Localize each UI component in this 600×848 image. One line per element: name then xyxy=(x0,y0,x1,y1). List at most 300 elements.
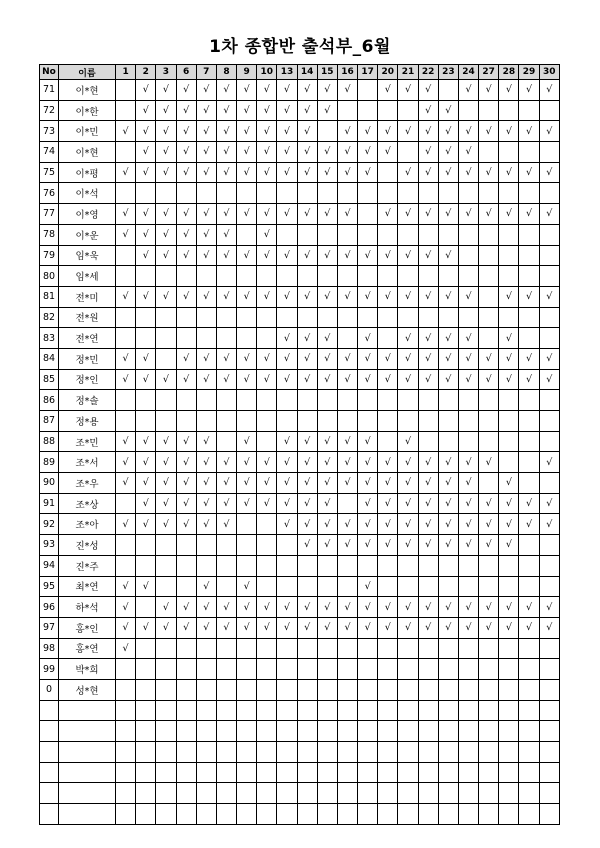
attendance-cell xyxy=(257,555,277,576)
attendance-cell xyxy=(317,224,337,245)
student-no: 73 xyxy=(40,121,59,142)
attendance-cell: √ xyxy=(358,597,378,618)
empty-cell xyxy=(196,804,216,825)
attendance-cell: √ xyxy=(479,369,499,390)
attendance-cell: √ xyxy=(176,80,196,101)
attendance-cell xyxy=(136,659,156,680)
attendance-cell xyxy=(116,142,136,163)
attendance-cell xyxy=(479,638,499,659)
header-day: 20 xyxy=(378,65,398,80)
header-day: 10 xyxy=(257,65,277,80)
attendance-cell xyxy=(216,266,236,287)
attendance-cell xyxy=(136,555,156,576)
attendance-cell: √ xyxy=(237,80,257,101)
attendance-cell: √ xyxy=(458,328,478,349)
student-no: 98 xyxy=(40,638,59,659)
attendance-cell xyxy=(519,679,539,700)
empty-cell xyxy=(116,700,136,721)
attendance-cell xyxy=(499,307,519,328)
attendance-cell xyxy=(337,224,357,245)
attendance-cell xyxy=(479,576,499,597)
attendance-cell: √ xyxy=(378,535,398,556)
attendance-cell: √ xyxy=(519,514,539,535)
attendance-cell: √ xyxy=(116,452,136,473)
attendance-cell xyxy=(398,307,418,328)
empty-cell xyxy=(458,762,478,783)
attendance-cell: √ xyxy=(297,245,317,266)
attendance-cell xyxy=(438,659,458,680)
attendance-cell: √ xyxy=(418,245,438,266)
attendance-cell: √ xyxy=(216,162,236,183)
attendance-cell: √ xyxy=(418,514,438,535)
student-no: 93 xyxy=(40,535,59,556)
table-row xyxy=(40,121,560,142)
student-name: 진*주 xyxy=(59,555,116,576)
table-row xyxy=(40,348,560,369)
attendance-cell: √ xyxy=(176,452,196,473)
student-name: 박*희 xyxy=(59,659,116,680)
attendance-cell: √ xyxy=(499,286,519,307)
attendance-cell: √ xyxy=(418,493,438,514)
attendance-cell xyxy=(237,183,257,204)
student-no: 76 xyxy=(40,183,59,204)
attendance-cell xyxy=(458,390,478,411)
attendance-cell xyxy=(358,266,378,287)
attendance-cell: √ xyxy=(418,142,438,163)
attendance-cell xyxy=(297,307,317,328)
empty-cell xyxy=(398,742,418,763)
empty-cell xyxy=(539,783,559,804)
empty-cell xyxy=(176,700,196,721)
attendance-cell: √ xyxy=(418,535,438,556)
attendance-cell xyxy=(499,555,519,576)
attendance-cell xyxy=(116,307,136,328)
attendance-cell: √ xyxy=(196,576,216,597)
empty-cell xyxy=(116,721,136,742)
table-row xyxy=(40,224,560,245)
student-no: 74 xyxy=(40,142,59,163)
attendance-cell: √ xyxy=(196,286,216,307)
attendance-cell: √ xyxy=(358,245,378,266)
attendance-cell: √ xyxy=(317,597,337,618)
empty-cell xyxy=(237,742,257,763)
empty-cell xyxy=(156,742,176,763)
attendance-cell xyxy=(317,638,337,659)
attendance-cell xyxy=(418,431,438,452)
attendance-cell xyxy=(317,183,337,204)
empty-cell xyxy=(499,742,519,763)
attendance-cell: √ xyxy=(418,121,438,142)
attendance-cell: √ xyxy=(378,121,398,142)
attendance-cell: √ xyxy=(358,162,378,183)
empty-cell xyxy=(337,721,357,742)
blank-row xyxy=(40,721,560,742)
header-day: 15 xyxy=(317,65,337,80)
attendance-cell xyxy=(156,679,176,700)
attendance-cell xyxy=(418,679,438,700)
attendance-cell: √ xyxy=(196,245,216,266)
attendance-cell: √ xyxy=(257,617,277,638)
attendance-cell: √ xyxy=(136,224,156,245)
empty-cell xyxy=(277,700,297,721)
student-name: 이*민 xyxy=(59,121,116,142)
attendance-cell: √ xyxy=(398,80,418,101)
empty-cell xyxy=(176,804,196,825)
attendance-cell: √ xyxy=(297,100,317,121)
attendance-cell: √ xyxy=(257,80,277,101)
attendance-cell: √ xyxy=(257,493,277,514)
empty-cell xyxy=(136,721,156,742)
attendance-cell: √ xyxy=(479,121,499,142)
empty-cell xyxy=(438,742,458,763)
attendance-cell xyxy=(317,659,337,680)
attendance-cell: √ xyxy=(499,597,519,618)
attendance-cell: √ xyxy=(116,617,136,638)
empty-cell xyxy=(277,762,297,783)
empty-cell xyxy=(479,804,499,825)
empty-cell xyxy=(519,721,539,742)
attendance-cell: √ xyxy=(499,369,519,390)
empty-cell xyxy=(418,783,438,804)
attendance-cell: √ xyxy=(317,80,337,101)
attendance-cell xyxy=(317,411,337,432)
attendance-cell: √ xyxy=(237,121,257,142)
attendance-cell: √ xyxy=(378,493,398,514)
attendance-cell: √ xyxy=(337,431,357,452)
attendance-cell xyxy=(458,266,478,287)
attendance-cell xyxy=(499,100,519,121)
student-name: 전*원 xyxy=(59,307,116,328)
attendance-cell xyxy=(216,431,236,452)
attendance-cell xyxy=(378,390,398,411)
attendance-cell xyxy=(438,266,458,287)
student-no: 87 xyxy=(40,411,59,432)
attendance-cell: √ xyxy=(176,224,196,245)
attendance-cell xyxy=(458,679,478,700)
attendance-cell xyxy=(297,224,317,245)
attendance-cell xyxy=(519,328,539,349)
attendance-cell: √ xyxy=(317,535,337,556)
student-name: 홍*연 xyxy=(59,638,116,659)
header-name: 이름 xyxy=(59,65,116,80)
attendance-cell xyxy=(438,390,458,411)
table-row xyxy=(40,390,560,411)
attendance-cell xyxy=(337,328,357,349)
empty-cell xyxy=(237,804,257,825)
empty-cell xyxy=(297,783,317,804)
attendance-cell: √ xyxy=(438,473,458,494)
attendance-cell xyxy=(116,555,136,576)
attendance-cell: √ xyxy=(358,328,378,349)
attendance-cell: √ xyxy=(237,597,257,618)
empty-cell xyxy=(519,742,539,763)
student-no: 82 xyxy=(40,307,59,328)
attendance-cell: √ xyxy=(136,473,156,494)
attendance-cell xyxy=(539,411,559,432)
attendance-cell xyxy=(458,431,478,452)
attendance-cell: √ xyxy=(257,142,277,163)
attendance-cell: √ xyxy=(136,100,156,121)
attendance-cell: √ xyxy=(458,162,478,183)
attendance-cell: √ xyxy=(317,142,337,163)
attendance-cell xyxy=(519,555,539,576)
attendance-cell: √ xyxy=(458,286,478,307)
attendance-cell: √ xyxy=(358,514,378,535)
empty-cell xyxy=(458,783,478,804)
attendance-cell xyxy=(479,266,499,287)
attendance-cell: √ xyxy=(196,80,216,101)
attendance-cell xyxy=(519,411,539,432)
attendance-cell xyxy=(418,266,438,287)
empty-cell xyxy=(438,783,458,804)
empty-cell xyxy=(257,783,277,804)
attendance-cell: √ xyxy=(237,576,257,597)
attendance-cell: √ xyxy=(398,369,418,390)
attendance-cell xyxy=(156,307,176,328)
empty-cell xyxy=(196,721,216,742)
student-no: 72 xyxy=(40,100,59,121)
attendance-cell xyxy=(479,679,499,700)
attendance-cell xyxy=(216,183,236,204)
attendance-cell xyxy=(257,431,277,452)
attendance-cell: √ xyxy=(438,617,458,638)
attendance-cell xyxy=(337,576,357,597)
student-name: 조*민 xyxy=(59,431,116,452)
attendance-cell: √ xyxy=(519,204,539,225)
attendance-cell: √ xyxy=(337,535,357,556)
empty-cell xyxy=(519,762,539,783)
attendance-cell: √ xyxy=(317,348,337,369)
table-row xyxy=(40,183,560,204)
attendance-cell: √ xyxy=(136,348,156,369)
attendance-cell xyxy=(277,411,297,432)
attendance-cell: √ xyxy=(297,348,317,369)
empty-cell xyxy=(257,742,277,763)
attendance-cell: √ xyxy=(499,204,519,225)
attendance-cell: √ xyxy=(216,348,236,369)
student-name: 전*미 xyxy=(59,286,116,307)
attendance-cell: √ xyxy=(196,452,216,473)
attendance-cell xyxy=(156,535,176,556)
empty-cell xyxy=(438,762,458,783)
attendance-cell: √ xyxy=(418,617,438,638)
header-day: 27 xyxy=(479,65,499,80)
attendance-cell: √ xyxy=(196,162,216,183)
attendance-cell xyxy=(277,679,297,700)
attendance-cell: √ xyxy=(539,597,559,618)
attendance-cell: √ xyxy=(216,224,236,245)
attendance-cell: √ xyxy=(317,473,337,494)
attendance-cell: √ xyxy=(156,473,176,494)
empty-cell xyxy=(40,742,59,763)
attendance-cell: √ xyxy=(297,80,317,101)
attendance-cell: √ xyxy=(116,121,136,142)
attendance-cell xyxy=(257,514,277,535)
empty-cell xyxy=(176,762,196,783)
attendance-cell: √ xyxy=(358,617,378,638)
attendance-cell: √ xyxy=(277,100,297,121)
attendance-cell: √ xyxy=(156,452,176,473)
empty-cell xyxy=(59,804,116,825)
attendance-cell: √ xyxy=(418,162,438,183)
empty-cell xyxy=(59,700,116,721)
attendance-cell: √ xyxy=(136,204,156,225)
attendance-cell xyxy=(398,555,418,576)
attendance-cell xyxy=(499,390,519,411)
attendance-cell: √ xyxy=(156,245,176,266)
attendance-cell xyxy=(398,224,418,245)
student-no: 80 xyxy=(40,266,59,287)
empty-cell xyxy=(317,804,337,825)
attendance-cell xyxy=(216,411,236,432)
student-no: 90 xyxy=(40,473,59,494)
empty-cell xyxy=(519,700,539,721)
attendance-cell xyxy=(418,411,438,432)
attendance-cell xyxy=(277,555,297,576)
attendance-cell xyxy=(216,390,236,411)
attendance-cell: √ xyxy=(519,617,539,638)
attendance-cell xyxy=(176,390,196,411)
attendance-cell xyxy=(358,679,378,700)
attendance-cell: √ xyxy=(479,204,499,225)
attendance-cell: √ xyxy=(237,245,257,266)
empty-cell xyxy=(40,721,59,742)
empty-cell xyxy=(418,700,438,721)
attendance-cell: √ xyxy=(257,224,277,245)
attendance-cell xyxy=(458,307,478,328)
attendance-cell: √ xyxy=(378,452,398,473)
attendance-cell: √ xyxy=(337,452,357,473)
attendance-cell: √ xyxy=(237,204,257,225)
attendance-cell: √ xyxy=(136,617,156,638)
empty-cell xyxy=(398,721,418,742)
attendance-cell xyxy=(156,390,176,411)
empty-cell xyxy=(337,742,357,763)
attendance-cell xyxy=(539,266,559,287)
attendance-cell xyxy=(237,266,257,287)
attendance-cell xyxy=(116,100,136,121)
attendance-cell: √ xyxy=(297,452,317,473)
attendance-cell: √ xyxy=(458,452,478,473)
attendance-cell xyxy=(458,224,478,245)
attendance-cell xyxy=(116,679,136,700)
attendance-cell: √ xyxy=(156,431,176,452)
attendance-cell: √ xyxy=(337,80,357,101)
attendance-cell: √ xyxy=(297,473,317,494)
table-row xyxy=(40,328,560,349)
attendance-cell xyxy=(499,576,519,597)
attendance-cell: √ xyxy=(196,142,216,163)
attendance-cell xyxy=(479,473,499,494)
attendance-cell xyxy=(176,183,196,204)
empty-cell xyxy=(337,804,357,825)
attendance-cell xyxy=(136,328,156,349)
attendance-cell xyxy=(237,638,257,659)
attendance-cell xyxy=(358,638,378,659)
attendance-cell xyxy=(196,535,216,556)
attendance-cell: √ xyxy=(499,162,519,183)
attendance-cell: √ xyxy=(136,80,156,101)
attendance-cell: √ xyxy=(277,80,297,101)
attendance-cell: √ xyxy=(519,286,539,307)
attendance-cell xyxy=(499,142,519,163)
attendance-cell xyxy=(418,659,438,680)
attendance-cell: √ xyxy=(277,121,297,142)
attendance-cell xyxy=(297,555,317,576)
empty-cell xyxy=(398,804,418,825)
attendance-cell: √ xyxy=(156,369,176,390)
attendance-cell xyxy=(237,224,257,245)
attendance-cell xyxy=(479,286,499,307)
attendance-cell: √ xyxy=(237,493,257,514)
empty-cell xyxy=(519,804,539,825)
attendance-cell xyxy=(519,266,539,287)
attendance-cell xyxy=(539,390,559,411)
attendance-cell xyxy=(519,142,539,163)
student-name: 정*인 xyxy=(59,369,116,390)
attendance-cell: √ xyxy=(499,80,519,101)
attendance-cell: √ xyxy=(216,617,236,638)
student-no: 91 xyxy=(40,493,59,514)
header-day: 17 xyxy=(358,65,378,80)
attendance-cell xyxy=(116,535,136,556)
empty-cell xyxy=(136,762,156,783)
empty-cell xyxy=(176,721,196,742)
attendance-cell: √ xyxy=(277,597,297,618)
attendance-cell: √ xyxy=(297,514,317,535)
empty-cell xyxy=(378,742,398,763)
empty-cell xyxy=(418,804,438,825)
empty-cell xyxy=(216,742,236,763)
attendance-cell: √ xyxy=(438,204,458,225)
empty-cell xyxy=(176,742,196,763)
attendance-cell: √ xyxy=(136,514,156,535)
empty-cell xyxy=(358,804,378,825)
attendance-cell xyxy=(438,224,458,245)
attendance-cell xyxy=(257,411,277,432)
attendance-cell xyxy=(499,411,519,432)
attendance-cell xyxy=(196,307,216,328)
attendance-cell: √ xyxy=(216,142,236,163)
attendance-cell: √ xyxy=(156,597,176,618)
student-no: 78 xyxy=(40,224,59,245)
table-row xyxy=(40,535,560,556)
attendance-cell: √ xyxy=(297,535,317,556)
attendance-cell: √ xyxy=(216,286,236,307)
attendance-cell: √ xyxy=(458,348,478,369)
attendance-cell xyxy=(136,307,156,328)
attendance-cell xyxy=(337,266,357,287)
attendance-cell: √ xyxy=(196,369,216,390)
attendance-cell: √ xyxy=(499,514,519,535)
attendance-cell: √ xyxy=(539,80,559,101)
attendance-cell xyxy=(479,100,499,121)
attendance-cell: √ xyxy=(156,100,176,121)
empty-cell xyxy=(539,804,559,825)
attendance-cell: √ xyxy=(358,535,378,556)
attendance-cell xyxy=(438,679,458,700)
attendance-cell: √ xyxy=(196,597,216,618)
empty-cell xyxy=(337,762,357,783)
attendance-cell: √ xyxy=(277,617,297,638)
attendance-cell: √ xyxy=(277,369,297,390)
empty-cell xyxy=(458,804,478,825)
blank-row xyxy=(40,783,560,804)
attendance-cell: √ xyxy=(358,452,378,473)
attendance-cell xyxy=(136,390,156,411)
attendance-cell: √ xyxy=(237,473,257,494)
attendance-cell xyxy=(519,307,539,328)
